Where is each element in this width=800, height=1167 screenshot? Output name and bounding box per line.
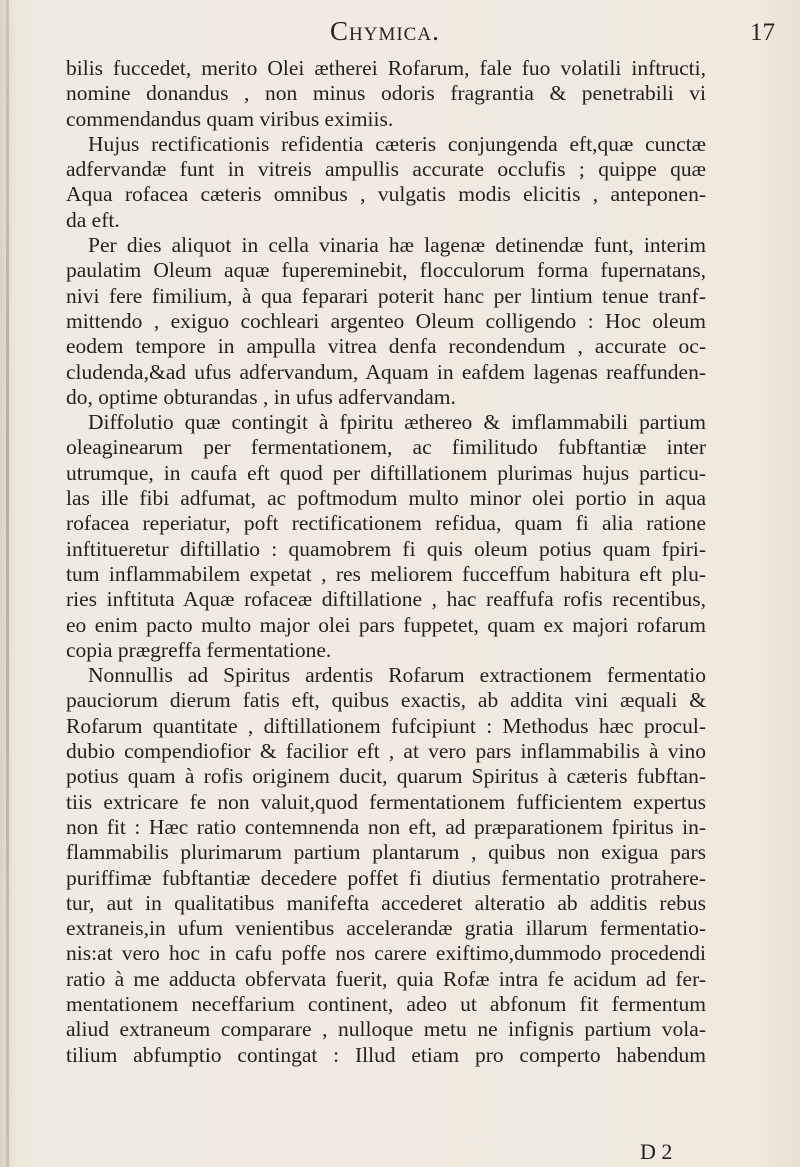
text-line: las ille fibi adfumat, ac poftmodum multo minor olei portio in aqua [66, 486, 706, 511]
text-line: ries inftituta Aquæ rofaceæ diftillatione , hac reaffufa rofis recentibus, [66, 587, 706, 612]
text-line: nomine donandus , non minus odoris fragrantia & penetrabili vi [66, 81, 706, 106]
text-line: ratio à me adducta obfervata fuerit, quia Rofæ intra fe acidum ad fer- [66, 966, 706, 991]
text-line: nivi fere fimilium, à qua feparari poterit hanc per lintium tenue tranf- [66, 283, 706, 308]
text-line: do, optime obturandas , in ufus adfervandam. [66, 384, 456, 409]
text-line: mittendo , exiguo cochleari argenteo Oleum colligendo : Hoc oleum [66, 308, 706, 333]
text-line: oleaginearum per fermentationem, ac fimilitudo fubftantiæ inter [66, 435, 706, 460]
text-line: tur, aut in qualitatibus manifefta accederet alteratio ab additis rebus [66, 890, 706, 915]
text-line: utrumque, in caufa eft quod per diftillationem plurimas hujus particu- [66, 460, 706, 485]
running-title: Chymica. [330, 16, 440, 46]
text-line: tiis extricare fe non valuit,quod fermentationem fufficientem expertus [66, 789, 706, 814]
text-line: inftitueretur diftillatio : quamobrem fi quis oleum potius quam fpiri- [66, 536, 706, 561]
text-line: da eft. [66, 207, 120, 232]
text-line: mentationem neceffarium continent, adeo ut abfonum fit fermentum [66, 991, 706, 1016]
running-head [0, 16, 800, 52]
text-line: extraneis,in ufum venientibus accelerandæ gratia illarum fermentatio- [66, 916, 706, 941]
text-line: potius quam à rofis originem ducit, quarum Spiritus à cæteris fubftan- [66, 764, 706, 789]
text-line: Aqua rofacea cæteris omnibus , vulgatis modis elicitis , anteponen- [66, 182, 706, 207]
text-line: cludenda,&ad ufus adfervandum, Aquam in eafdem lagenas reaffunden- [66, 359, 706, 384]
text-line: nis:at vero hoc in cafu poffe nos carere exiftimo,dummodo procedendi [66, 941, 706, 966]
text-line: Nonnullis ad Spiritus ardentis Rofarum extractionem fermentatio [88, 663, 706, 688]
text-line: copia prægreffa fermentatione. [66, 637, 332, 662]
text-line: dubio compendiofior & facilior eft , at vero pars inflammabilis à vino [66, 739, 706, 764]
text-line: bilis fuccedet, merito Olei ætherei Rofarum, fale fuo volatili inftructi, [66, 56, 706, 80]
text-line: flammabilis plurimarum partium plantarum , quibus non exigua pars [66, 840, 706, 865]
catchword-signature: D 2 [640, 1139, 673, 1164]
binding-gutter [6, 0, 9, 1167]
text-line: non fit : Hæc ratio contemnenda non eft, ad præparationem fpiritus in- [66, 814, 706, 839]
text-line: Per dies aliquot in cella vinaria hæ lagenæ detinendæ funt, interim [88, 233, 706, 258]
text-line: pauciorum dierum fatis eft, quibus exactis, ab addita vini æquali & [66, 688, 706, 713]
text-line: Rofarum quantitate , diftillationem fufcipiunt : Methodus hæc procul- [66, 713, 706, 738]
text-line: adfervandæ funt in vitreis ampullis accurate occlufis ; quippe quæ [66, 157, 706, 182]
text-line: commendandus quam viribus eximiis. [66, 106, 394, 131]
page-number: 17 [750, 19, 775, 46]
body-text [66, 56, 706, 1068]
text-line: Hujus rectificationis refidentia cæteris conjungenda eft,quæ cunctæ [88, 131, 706, 156]
text-line: puriffimæ fubftantiæ decedere poffet fi diutius fermentatio protrahere- [66, 865, 706, 890]
text-line: aliud extraneum comparare , nulloque metu ne infignis partium vola- [66, 1017, 706, 1042]
text-line: tilium abfumptio contingat : Illud etiam pro comperto habendum [66, 1042, 706, 1067]
text-line: Diffolutio quæ contingit à fpiritu æthereo & imflammabili partium [88, 410, 706, 435]
text-line: tum inflammabilem expetat , res meliorem fucceffum habitura eft plu- [66, 561, 706, 586]
text-line: rofacea reperiatur, poft rectificationem refidua, quam fi alia ratione [66, 511, 706, 536]
text-line: paulatim Oleum aquæ fupereminebit, flocculorum forma fupernatans, [66, 258, 706, 283]
text-line: eo enim pacto multo major olei pars fuppetet, quam ex majori rofarum [66, 612, 706, 637]
text-line: eodem tempore in ampulla vitrea denfa recondendum , accurate oc- [66, 334, 706, 359]
